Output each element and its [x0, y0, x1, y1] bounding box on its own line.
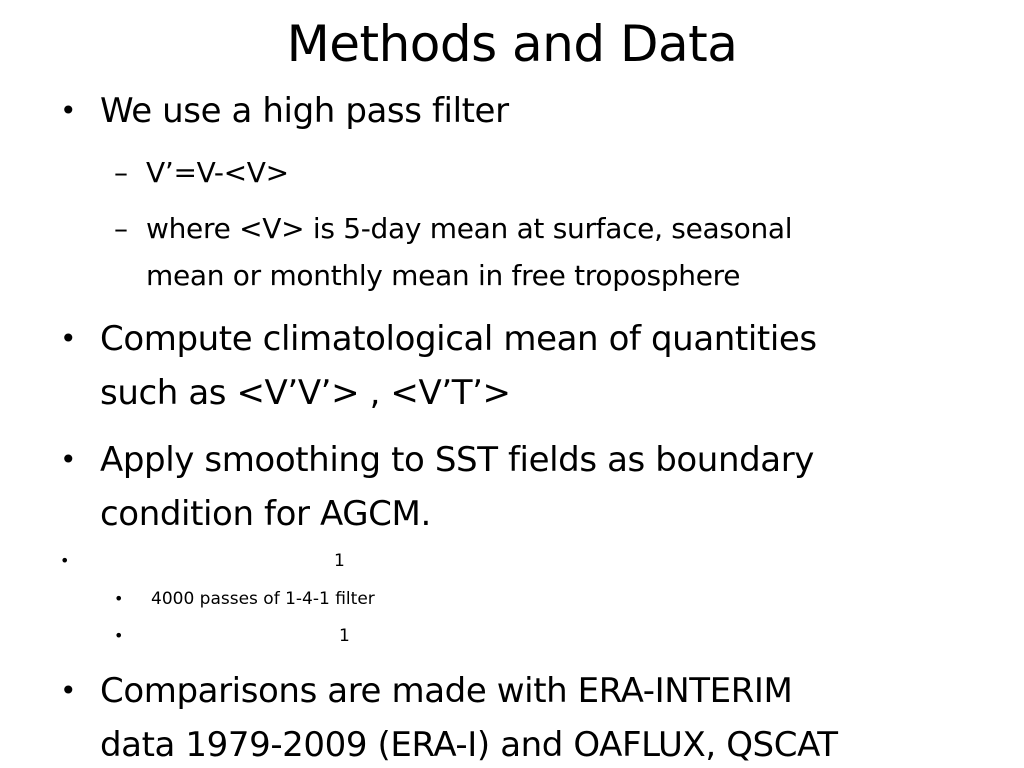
sub-item-text: V’=V-<V>	[146, 156, 289, 189]
bullet-icon: •	[60, 551, 70, 570]
bullet-icon: •	[114, 589, 124, 608]
sub-item-text-line2: mean or monthly mean in free troposphere	[146, 259, 741, 292]
dash-icon: –	[114, 156, 128, 189]
bullet-text: We use a high pass filter	[100, 91, 509, 131]
bullet-text-line1: Apply smoothing to SST fields as boundary	[100, 440, 815, 480]
small-sub-bullet-text: 1	[339, 626, 350, 646]
bullet-text-line2: condition for AGCM.	[100, 494, 431, 534]
bullet-icon: •	[60, 94, 77, 127]
sub-item-text-line1: where <V> is 5-day mean at surface, seasonal	[146, 212, 793, 245]
bullet-text-line1: Compute climatological mean of quantities	[100, 319, 817, 359]
bullet-text-line2: such as <V’V’> , <V’T’>	[100, 373, 511, 413]
bullet-icon: •	[114, 626, 124, 645]
bullet-icon: •	[60, 322, 77, 355]
small-bullet-text: 1	[334, 551, 345, 571]
bullet-text-line1: Comparisons are made with ERA-INTERIM	[100, 671, 793, 711]
bullet-icon: •	[60, 674, 77, 707]
bullet-icon: •	[60, 443, 77, 476]
slide-title: Methods and Data	[286, 15, 738, 73]
dash-icon: –	[114, 212, 128, 245]
small-sub-bullet-text: 4000 passes of 1-4-1 filter	[151, 589, 375, 609]
bullet-text-line2: data 1979-2009 (ERA-I) and OAFLUX, QSCAT	[100, 725, 838, 765]
